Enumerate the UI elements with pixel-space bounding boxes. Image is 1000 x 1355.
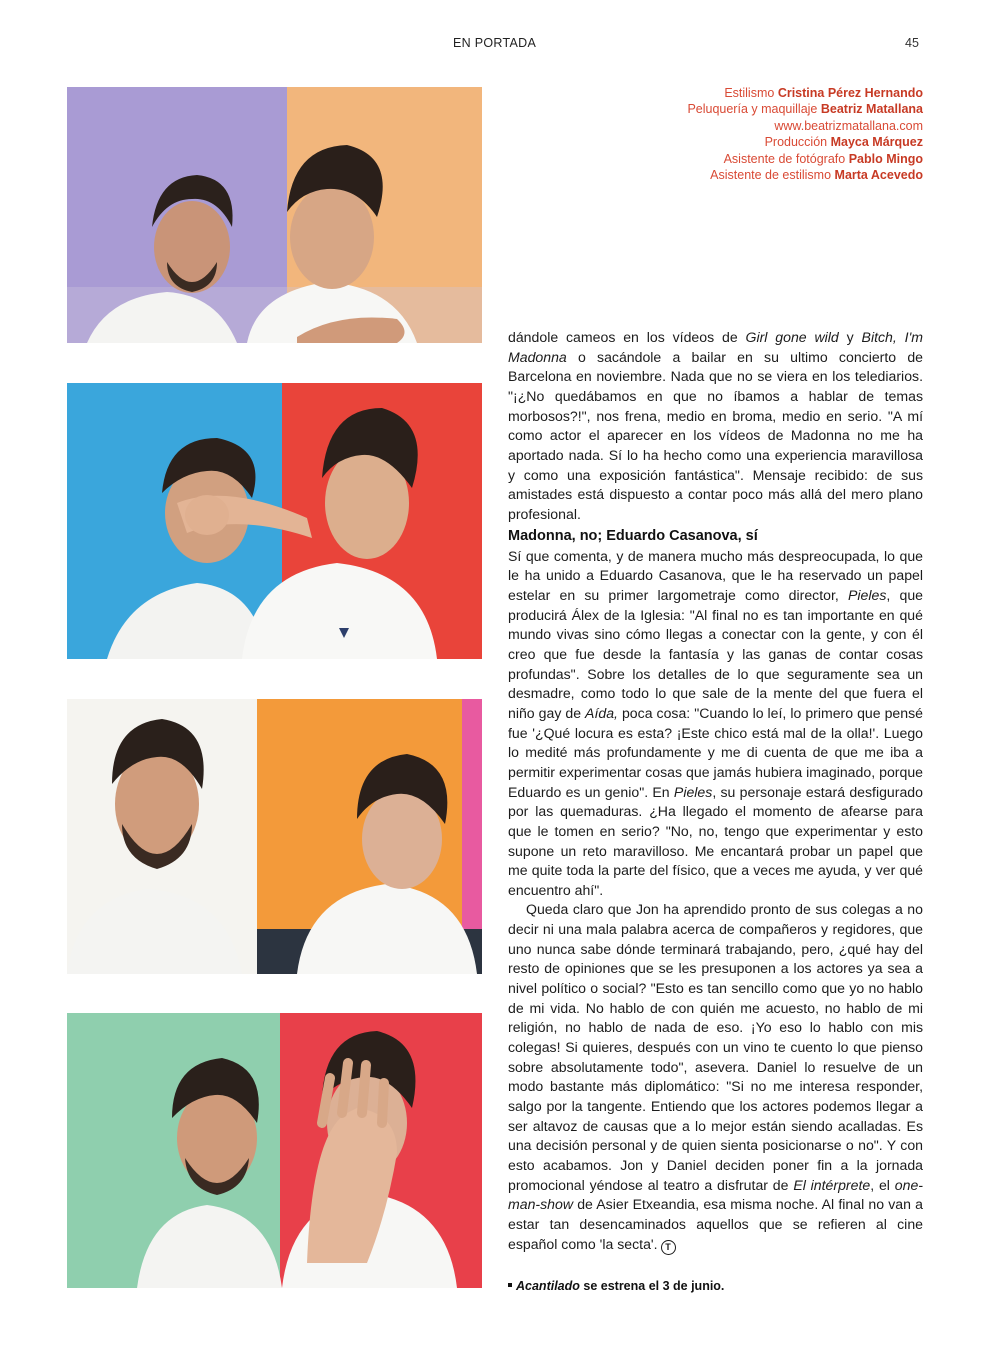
credit-line-production: Producción Mayca Márquez [764, 135, 923, 150]
credit-line-styling: Estilismo Cristina Pérez Hernando [724, 86, 923, 100]
article-column-top [508, 328, 923, 525]
article-subheading: Madonna, no; Eduardo Casanova, sí [508, 528, 758, 544]
article-paragraph-3: Queda claro que Jon ha aprendido pronto de sus colegas a no decir ni una mala palabra acerca de compañeros y regidores, que uno nunca sabe dónde terminará trabajando, pero, ¿qué hay del resto de opiniones que se les presuponen a los actores ya sea a nivel político o social? "Esto es tan sencillo como que yo no hablo de mi vida. No hablo de con quién me acuesto, no hablo de mi religión, no hablo de nada de eso. ¡Yo eso lo hablo con mis colegas! Si quieres, después con un vino te cuento lo que pienso sobre absolutamente todo", asevera. Daniel lo resuelve de un modo bastante más diplomático: "Si no me interesa responder, salgo por la tangente. Entiendo que los actores podemos llegar a ser altavoz de causas que a lo mejor están siendo acalladas. Es una decisión personal y de quien sienta posicionarse o no". Y con esto acabamos. Jon y Daniel deciden poner fin a la jornada promocional yéndose al teatro a disfrutar de El intérprete, el one-man-show de Asier Etxeandia, esa misma noche. Al final no van a estar tan desencaminados aquellos que se refieren al cine español como 'la secta'. T [508, 900, 923, 1254]
section-title: EN PORTADA [453, 36, 537, 50]
portrait-photo-4 [67, 1013, 482, 1288]
portrait-photo-3 [67, 699, 482, 974]
photo-credits [687, 85, 923, 183]
credit-line-photo-assistant: Asistente de fotógrafo Pablo Mingo [723, 151, 923, 166]
article-paragraph-1: dándole cameos en los vídeos de Girl gone wild y Bitch, I'm Madonna o sacándole a bailar en su ultimo concierto de Barcelona en noviembre. Nada que no se viera en los telediarios. "¡¿No quedábamos en que no íbamos a hablar de temas morbosos?!", nos frena, medio en broma, medio en serio. "A mí como actor el aparecer en los vídeos de Madonna no me ha aportado nada. Sí lo ha hecho como una experiencia maravillosa y como una exposición fantástica". Mensaje recibido: de sus amistades está dispuesto a contar poco más allá del mero plano profesional. [508, 329, 923, 522]
portrait-photo-1 [67, 87, 482, 343]
credit-line-styling-assistant: Asistente de estilismo Marta Acevedo [710, 168, 923, 183]
credit-line-url[interactable]: www.beatrizmatallana.com [774, 118, 923, 133]
square-bullet-icon [508, 1283, 512, 1287]
portrait-photo-2 [67, 383, 482, 659]
article-paragraph-2: Sí que comenta, y de manera mucho más despreocupada, lo que le ha unido a Eduardo Casanova, que le ha reservado un papel estelar en su primer largometraje como director, Pieles, que producirá Álex de la Iglesia: "Al final no es tan importante en qué mundo vivas sino cómo llegas a conectar con la gente, y con él creo que fue desde la fantasía y las ganas de contar cosas profundas". Sobre los detalles de lo que seguramente sea un desmadre, como todo lo que sale de la mente del que fuera el niño gay de Aída, poca cosa: "Cuando lo leí, lo primero que pensé fue '¿Qué locura es esta? ¡Este chico está mal de la olla!'. Luego lo medité más profundamente y me di cuenta de que me iba a permitir experimentar cosas que jamás hubiera imaginado, porque Eduardo es un genio". En Pieles, su personaje estará desfigurado por las quemaduras. ¿Ha llegado el momento de afearse para que le tomen en serio? "No, no, tengo que experimentar y esto supone un reto maravilloso. Me encantará probar un papel que me quite toda la parte del físico, que a veces me ayuda, y ver qué encuentro ahí". [508, 547, 924, 898]
page-number: 45 [905, 36, 919, 50]
end-of-article-icon: T [661, 1240, 676, 1255]
article-column-main [508, 527, 923, 1255]
release-footnote: Acantilado se estrena el 3 de junio. [508, 1279, 724, 1293]
credit-line-hair-makeup: Peluquería y maquillaje Beatriz Matallana [687, 102, 923, 117]
